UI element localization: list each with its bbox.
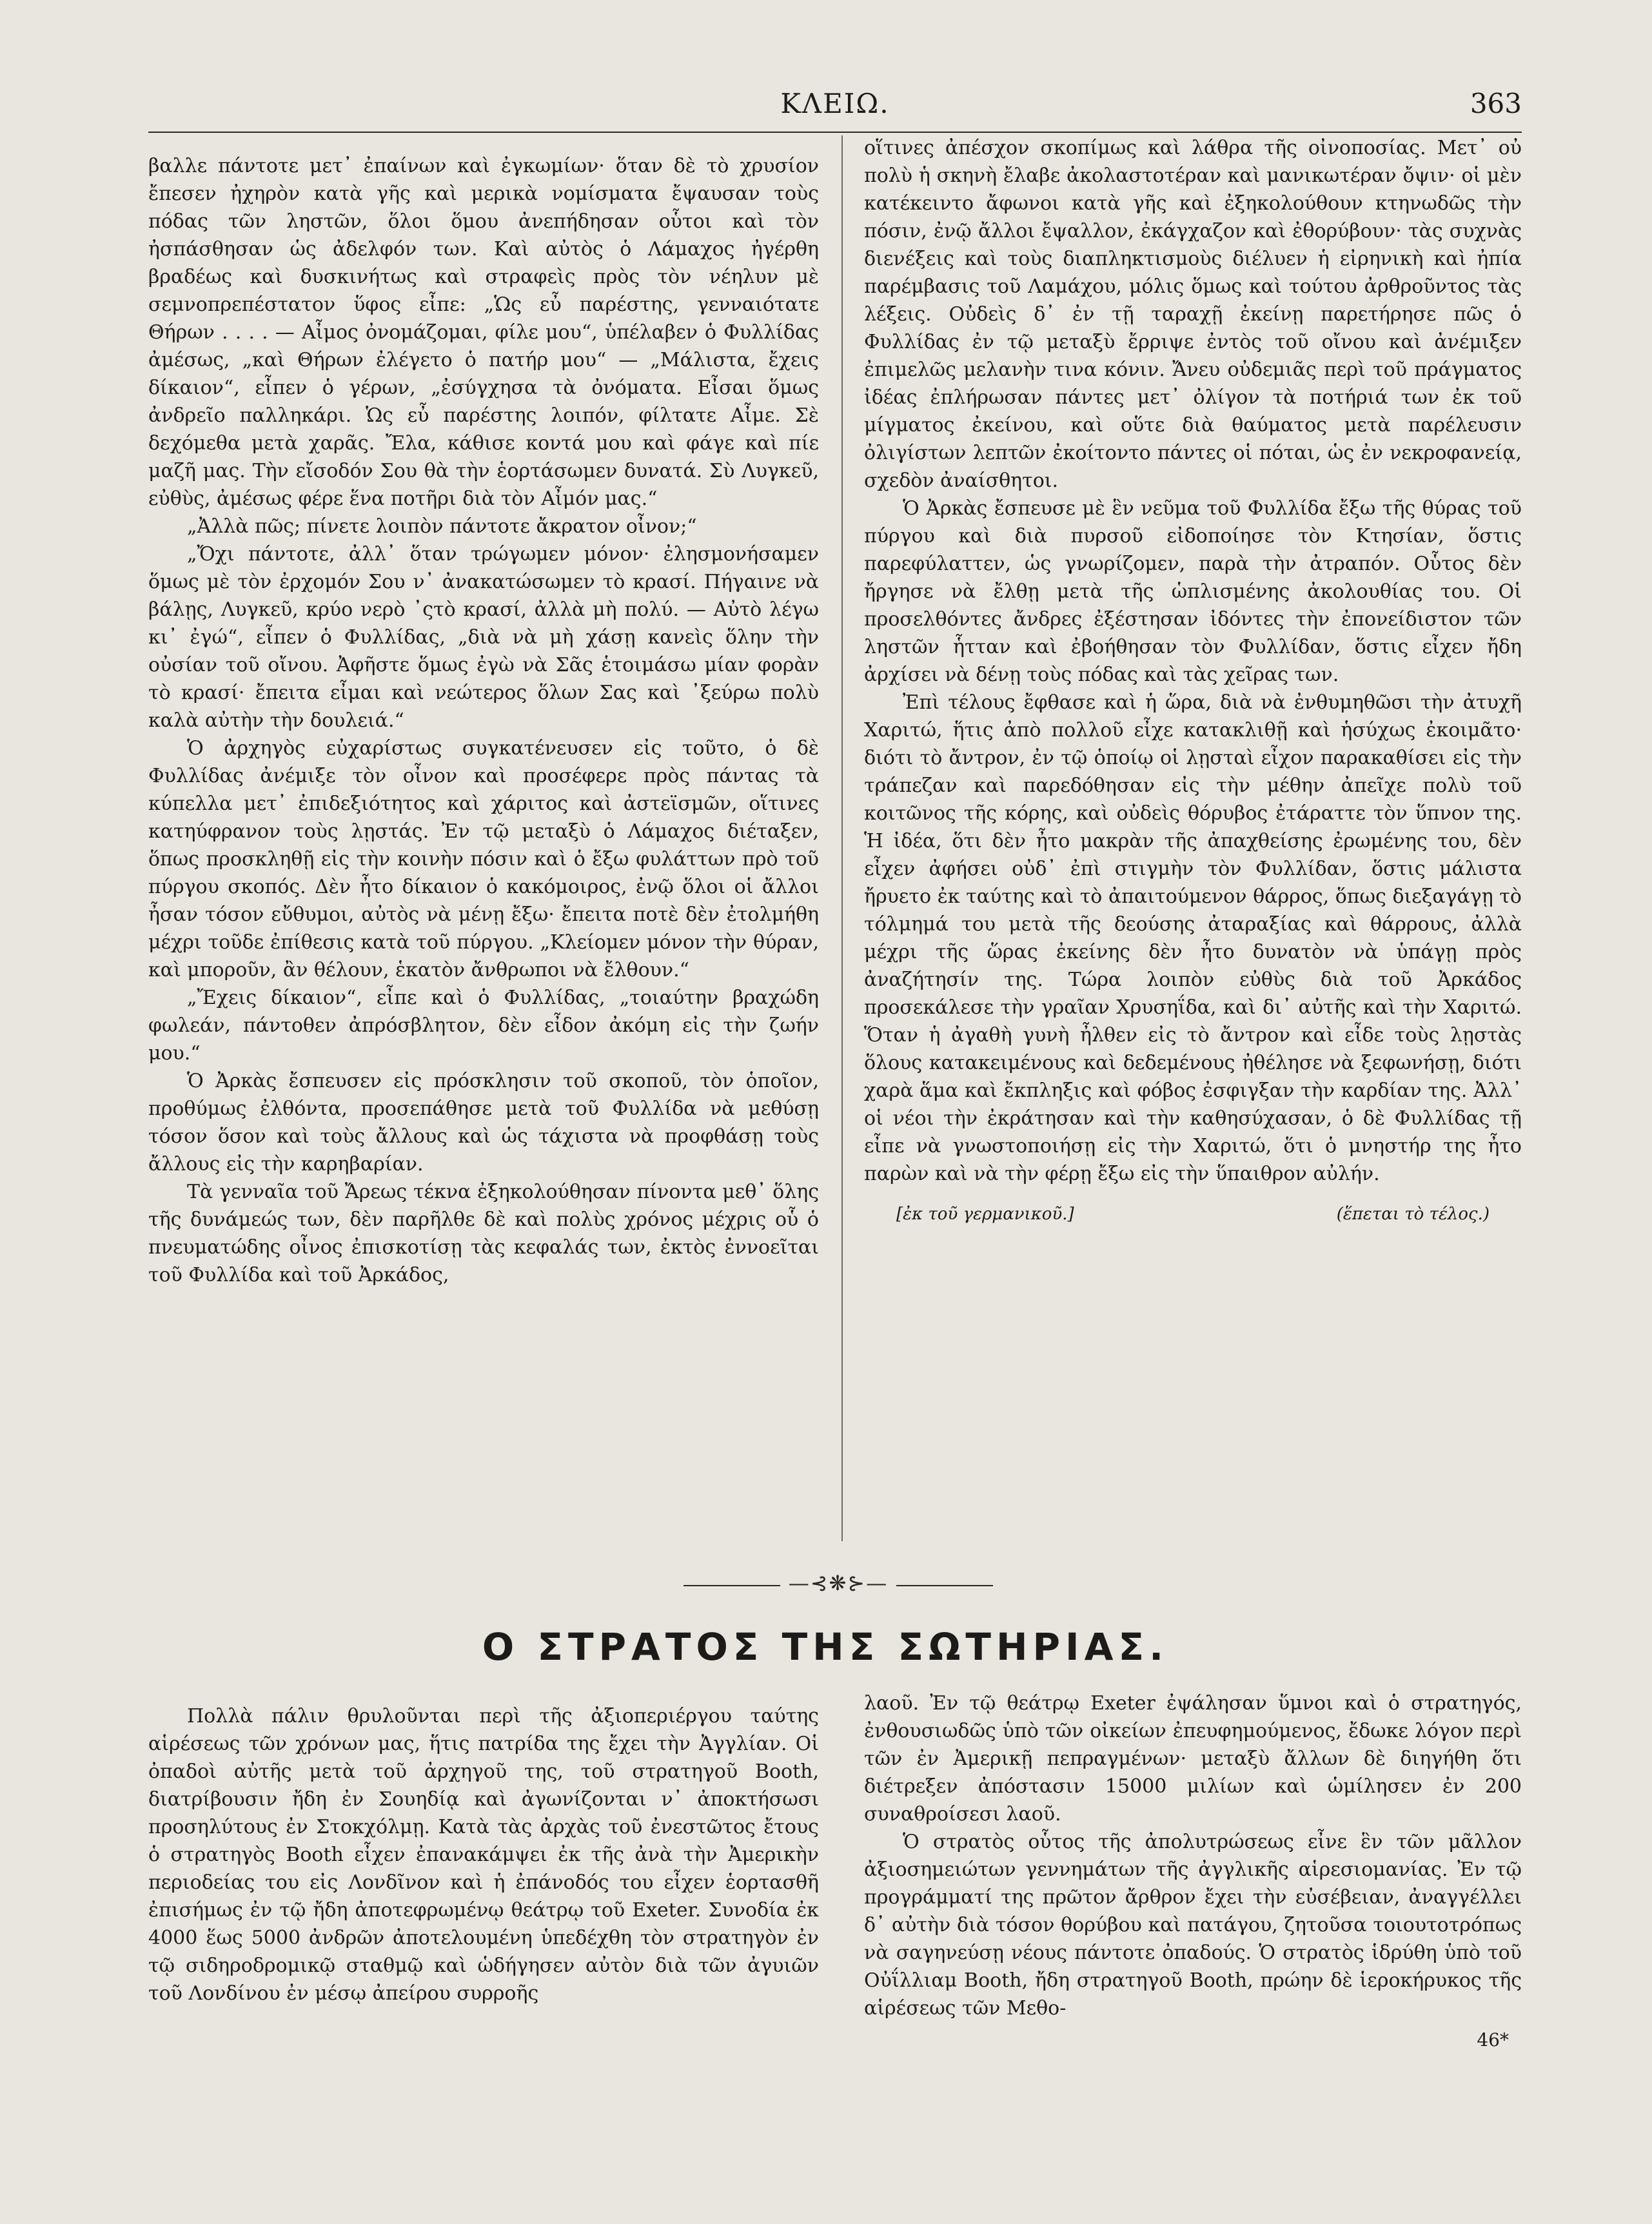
article-paragraph: Ὁ στρατὸς οὗτος τῆς ἀπολυτρώσεως εἶνε ἓν τῶν μᾶλλον ἀξιοσημειώτων γεννημάτων τῆς ἀγγλικῆς αἱρεσιομανίας. Ἐν τῷ προγράμματί της πρῶτον ἄρθρον ἔχει τὴν εὐσέβειαν, ἀναγγέλλει δ᾽ αὐτὴν διὰ τόσον θορύβου καὶ πατάγου, ζητοῦσα τοιουτοτρόπως νὰ σαγηνεύσῃ νέους πάντοτε ὀπαδούς. Ὁ στρατὸς ἱδρύθη ὑπὸ τοῦ Οὐΐλλιαμ Booth, ἤδη στρατηγοῦ Booth, πρώην δὲ ἱεροκήρυκος τῆς αἱρέσεως τῶν Μεθο-: [864, 1831, 1522, 2020]
story-paragraph: „Ἀλλὰ πῶς; πίνετε λοιπὸν πάντοτε ἄκρατον οἶνον;“: [187, 515, 697, 538]
story-paragraph: βαλλε πάντοτε μετ᾽ ἐπαίνων καὶ ἐγκωμίων· ὅταν δὲ τὸ χρυσίον ἔπεσεν ἠχηρὸν κατὰ γῆς καὶ μερικὰ νομίσματα ἔψαυσαν τοὺς πόδας τῶν ληστῶν, ὅλοι ὅμου ἀνεπήδησαν οὗτοι καὶ τὸν ἠσπάσθησαν ὡς ἀδελφόν των. Καὶ αὐτὸς ὁ Λάμαχος ἠγέρθη βραδέως καὶ δυσκινήτως καὶ στραφεὶς πρὸς τὸν νέηλυν μὲ σεμνοπρεπέστατον ὕφος εἶπε: „Ὡς εὖ παρέστης, γενναιότατε Θήρων . . . . — Αἶμος ὀνομάζομαι, φίλε μου“, ὑπέλαβεν ὁ Φυλλίδας ἀμέσως, „καὶ Θήρων ἐλέγετο ὁ πατήρ μου“ — „Μάλιστα, ἔχεις δίκαιον“, εἶπεν ὁ γέρων, „ἐσύγχησα τὰ ὀνόματα. Εἶσαι ὅμως ἀνδρεῖο παλληκάρι. Ὡς εὖ παρέστης λοιπόν, φίλτατε Αἶμε. Σὲ δεχόμεθα μετὰ χαρᾶς. Ἔλα, κάθισε κοντά μου καὶ φάγε καὶ πίε μαζῆ μας. Τὴν εἴσοδόν Σου θὰ τὴν ἑορτάσωμεν δυνατά. Σὺ Λυγκεῦ, εὐθὺς, ἀμέσως φέρε ἕνα ποτῆρι διὰ τὸν Αἶμόν μας.“: [148, 155, 819, 510]
article-paragraph: Πολλὰ πάλιν θρυλοῦνται περὶ τῆς ἀξιοπεριέργου ταύτης αἱρέσεως τῶν χρόνων μας, ἥτις πατρίδα της ἔχει τὴν Ἀγγλίαν. Οἱ ὀπαδοὶ αὐτῆς μετὰ τοῦ ἀρχηγοῦ της, τοῦ στρατηγοῦ Booth, διατρίβουσιν ἤδη ἐν Σουηδίᾳ καὶ ἀγωνίζονται ν᾽ ἀποκτήσωσι προσηλύτους ἐν Στοκχόλμῃ. Κατὰ τὰς ἀρχὰς τοῦ ἐνεστῶτος ἔτους ὁ στρατηγὸς Booth εἶχεν ἐπανακάμψει ἐκ τῆς ἀνὰ τὴν Ἀμερικὴν περιοδείας του εἰς Λονδῖνον καὶ ἡ ἐπάνοδός του εἶχεν ἑορτασθῆ ἐπισήμως ἐν τῷ ἤδη ἀποτεφρωμένῳ θεάτρῳ τοῦ Exeter. Συνοδία ἐκ 4000 ἕως 5000 ἀνδρῶν ἀποτελουμένη ὑπεδέχθη τὸν στρατηγὸν ἐν τῷ σιδηροδρομικῷ σταθμῷ καὶ ὡδήγησεν αὐτὸν διὰ τῶν ἀγυιῶν τοῦ Λονδίνου ἐν μέσῳ ἀπείρου συρροῆς: [148, 1705, 819, 2005]
story-paragraph: Ὁ Ἀρκὰς ἔσπευσε μὲ ἓν νεῦμα τοῦ Φυλλίδα ἔξω τῆς θύρας τοῦ πύργου καὶ διὰ πυρσοῦ εἰδοποίησε τὸν Κτησίαν, ὅστις παρεφύλαττεν, ὡς γνωρίζομεν, παρὰ τὴν ἀτραπόν. Οὗτος δὲν ἤργησε νὰ ἔλθῃ μετὰ τῆς ὡπλισμένης ἀκολουθίας του. Οἱ προσελθόντες ἄνδρες ἐξέστησαν ἰδόντες τὴν ἐπονείδιστον τῶν ληστῶν ἧτταν καὶ ἐβοήθησαν τὸν Φυλλίδαν, ὅστις εἶχεν ἤδη ἀρχίσει νὰ δένῃ τοὺς πόδας καὶ τὰς χεῖρας των.: [864, 497, 1522, 686]
story-paragraph: Ὁ ἀρχηγὸς εὐχαρίστως συγκατένευσεν εἰς τοῦτο, ὁ δὲ Φυλλίδας ἀνέμιξε τὸν οἶνον καὶ προσέφερε πρὸς πάντας τὰ κύπελλα μετ᾽ ἐπιδεξιότητος καὶ χάριτος καὶ ἀστεϊσμῶν, οἵτινες κατηύφρανον τοὺς λῃστάς. Ἐν τῷ μεταξὺ ὁ Λάμαχος διέταξεν, ὅπως προσκληθῇ εἰς τὴν κοινὴν πόσιν καὶ ὁ ἔξω φυλάττων πρὸ τοῦ πύργου σκοπός. Δὲν ἦτο δίκαιον ὁ κακόμοιρος, ἐνῷ ὅλοι οἱ ἄλλοι ἦσαν τόσον εὔθυμοι, αὐτὸς νὰ μένῃ ἔξω· ἔπειτα ποτὲ δὲν ἐτολμήθη μέχρι τοῦδε ἐπίθεσις κατὰ τοῦ πύργου. „Κλείομεν μόνον τὴν θύραν, καὶ μποροῦν, ἂν θέλουν, ἑκατὸν ἄνθρωποι νὰ ἔλθουν.“: [148, 737, 819, 981]
article-title: Ο ΣΤΡΑΤΟΣ ΤΗΣ ΣΩΤΗΡΙΑΣ.: [482, 1625, 1169, 1669]
story-paragraph: „Ἔχεις δίκαιον“, εἶπε καὶ ὁ Φυλλίδας, „τοιαύτην βραχώδη φωλεάν, πάντοθεν ἀπρόσβλητον, δὲν εἶδον ἀκόμη εἰς τὴν ζωήν μου.“: [148, 987, 819, 1065]
section-ornament: —⊰❋⊱—: [788, 1571, 889, 1595]
column-divider: [841, 135, 843, 1541]
story-paragraph: Τὰ γενναῖα τοῦ Ἄρεως τέκνα ἐξηκολούθησαν πίνοντα μεθ᾽ ὅλης τῆς δυνάμεώς των, δὲν παρῆλθε δὲ καὶ πολὺς χρόνος μέχρις οὗ ὁ πνευματώδης οἶνος ἐπισκοτίσῃ τὰς κεφαλάς των, ἐκτὸς ἐννοεῖται τοῦ Φυλλίδα καὶ τοῦ Ἀρκάδος,: [148, 1181, 819, 1286]
story-paragraph: „Ὄχι πάντοτε, ἀλλ᾽ ὅταν τρώγωμεν μόνον· ἐλησμονήσαμεν ὅμως μὲ τὸν ἐρχομόν Σου ν᾽ ἀνακατώσωμεν τὸ κρασί. Πήγαινε νὰ βάλῃς, Λυγκεῦ, κρύο νερὸ ᾽ςτὸ κρασί, ἀλλὰ μὴ πολύ. — Αὐτὸ λέγω κι᾽ ἐγώ“, εἶπεν ὁ Φυλλίδας, „διὰ νὰ μὴ χάσῃ κανεὶς ὅλην τὴν οὐσίαν τοῦ οἴνου. Ἀφῆστε ὅμως ἐγὼ νὰ Σᾶς ἑτοιμάσω μίαν φορὰν τὸ κρασί· ἔπειτα εἶμαι καὶ νεώτερος ὅλων Σας καὶ ᾽ξεύρω πολὺ καλὰ αὐτὴν τὴν δουλειά.“: [148, 543, 819, 732]
story-paragraph: Ὁ Ἀρκὰς ἔσπευσεν εἰς πρόσκλησιν τοῦ σκοποῦ, τὸν ὁποῖον, προθύμως ἐλθόντα, προσεπάθησε μετὰ τοῦ Φυλλίδα νὰ μεθύσῃ τόσον ὅσον καὶ τοὺς ἄλλους καὶ ὡς τάχιστα νὰ προφθάσῃ τοὺς ἄλλους εἰς τὴν καρηβαρίαν.: [148, 1070, 819, 1176]
page-number: 363: [1470, 88, 1522, 119]
source-note: [ἐκ τοῦ γερμανικοῦ.]: [896, 1205, 1074, 1224]
page-header: [148, 88, 1522, 126]
header-rule: [148, 132, 1522, 133]
ornament-rule-right: [896, 1585, 993, 1586]
story-paragraph: οἵτινες ἀπέσχον σκοπίμως καὶ λάθρα τῆς οἰνοποσίας. Μετ᾽ οὐ πολὺ ἡ σκηνὴ ἔλαβε ἀκολαστοτέραν καὶ μανικωτέραν ὄψιν· οἱ μὲν κατέκειντο ἄφωνοι κατὰ γῆς καὶ ἐξηκολούθουν κτηνωδῶς τὴν πόσιν, ἐνῷ ἄλλοι ἔψαλλον, ἐκάγχαζον καὶ ἐθορύβουν· τὰς συχνὰς διενέξεις καὶ τοὺς διαπληκτισμοὺς διέλυεν ἡ εἰρηνικὴ καὶ ἠπία παρέμβασις τοῦ Λαμάχου, μόλις ὅμως καὶ τούτου ἀρθροῦντος τὰς λέξεις. Οὐδεὶς δ᾽ ἐν τῇ ταραχῇ ἐκείνῃ παρετήρησε πῶς ὁ Φυλλίδας ἐν τῷ μεταξὺ ἔρριψε ἐντὸς τοῦ οἴνου καὶ ἀνέμιξεν ἐπιμελῶς μελανὴν τινα κόνιν. Ἄνευ οὐδεμιᾶς περὶ τοῦ πράγματος ἰδέας ἐπλήρωσαν πάντες μετ᾽ ὀλίγον τὰ ποτήριά των ἐκ τοῦ μίγματος ἐκείνου, καὶ οὕτε διὰ θαύματος μετὰ παρέλευσιν ὀλιγίστων λεπτῶν ἐκοίτοντο πάντες οἱ πόται, ὡς ἐν νεκροφανείᾳ, σχεδὸν ἀναίσθητοι.: [864, 137, 1522, 492]
running-title: ΚΛΕΙΩ.: [780, 88, 890, 119]
story-paragraph: Ἐπὶ τέλους ἔφθασε καὶ ἡ ὥρα, διὰ νὰ ἐνθυμηθῶσι τὴν ἀτυχῆ Χαριτώ, ἥτις ἀπὸ πολλοῦ εἶχε κατακλιθῇ καὶ ἡσύχως ἐκοιμᾶτο· διότι τὸ ἄντρον, ἐν τῷ ὁποίῳ οἱ λῃσταὶ εἶχον παρακαθίσει εἰς τὴν τράπεζαν καὶ παρεδόθησαν εἰς τὴν μέθην ἀπεῖχε πολὺ τοῦ κοιτῶνος τῆς κόρης, καὶ οὐδεὶς θόρυβος ἐτάραττε τὸν ὕπνον της. Ἡ ἰδέα, ὅτι δὲν ἦτο μακρὰν τῆς ἀπαχθείσης ἐρωμένης του, δὲν εἶχεν ἀφήσει οὐδ᾽ ἐπὶ στιγμὴν τὸν Φυλλίδαν, ὅστις μάλιστα ἤρυετο ἐκ ταύτης καὶ τὸ ἀπαιτούμενον θάρρος, ὅπως διεξαγάγῃ τὸ τόλμημά του μετὰ τῆς δεούσης ἀταραξίας καὶ θάρρους, ἀλλὰ μέχρι τῆς ὥρας ἐκείνης δὲν ἦτο δυνατὸν νὰ ὑπάγῃ πρὸς ἀναζήτησίν της. Τώρα λοιπὸν εὐθὺς διὰ τοῦ Ἀρκάδος προσεκάλεσε τὴν γραῖαν Χρυσηΐδα, καὶ δι᾽ αὐτῆς καὶ τὴν Χαριτώ. Ὅταν ἡ ἀγαθὴ γυνὴ ἦλθεν εἰς τὸ ἄντρον καὶ εἶδε τοὺς λῃστὰς ὅλους κατακειμένους καὶ δεδεμένους ἠθέλησε νὰ ξεφωνήσῃ, διότι χαρὰ ἅμα καὶ ἔκπληξις καὶ φόβος ἐσφιγξαν τὴν καρδίαν της. Ἀλλ᾽ οἱ νέοι τὴν ἐκράτησαν καὶ τὴν καθησύχασαν, ὁ δὲ Φυλλίδας τῇ εἶπε νὰ γνωστοποιήσῃ εἰς τὴν Χαριτώ, ὅτι ὁ μνηστήρ της ἦτο παρὼν καὶ νὰ τὴν φέρῃ ἔξω εἰς τὴν ὕπαιθρον αὐλήν.: [864, 691, 1522, 1185]
article-right-column: [864, 1689, 1522, 2054]
story-right-column: [864, 134, 1522, 1228]
signature-mark: 46*: [1477, 2029, 1509, 2051]
article-paragraph: λαοῦ. Ἐν τῷ θεάτρῳ Exeter ἐψάλησαν ὕμνοι καὶ ὁ στρατηγός, ἐνθουσιωδῶς ὑπὸ τῶν οἰκείων ἐπευφημούμενος, ἔδωκε λόγον περὶ τῶν ἐν Ἀμερικῇ πεπραγμένων· μεταξὺ ἄλλων δὲ διηγήθη ὅτι διέτρεξεν ἀπόστασιν 15000 μιλίων καὶ ὡμίλησεν ἐν 200 συναθροίσεσι λαοῦ.: [864, 1692, 1522, 1825]
story-left-column: [148, 152, 819, 1289]
continued-note: (ἕπεται τὸ τέλος.): [1336, 1205, 1490, 1224]
article-left-column: [148, 1702, 819, 2007]
story-footer: [864, 1201, 1522, 1228]
